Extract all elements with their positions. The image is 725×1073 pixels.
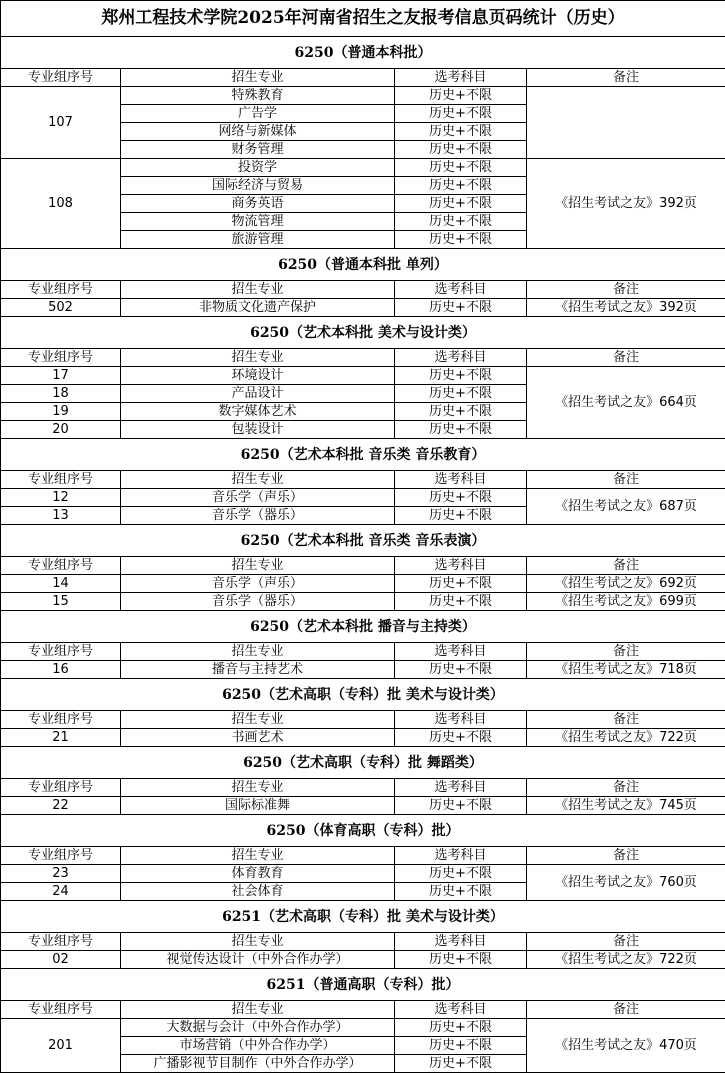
header-note: 备注: [527, 281, 725, 299]
header-note: 备注: [527, 779, 725, 797]
section-title: 6250（体育高职（专科）批）: [1, 815, 725, 847]
header-subject: 选考科目: [395, 643, 527, 661]
title-row: [1, 1, 725, 37]
subject-value: 历史+不限: [395, 883, 527, 901]
page-title: 郑州工程技术学院2025年河南省招生之友报考信息页码统计（历史）: [1, 1, 725, 37]
header-subject: 选考科目: [395, 349, 527, 367]
major-name: 非物质文化遗产保护: [121, 299, 395, 317]
page-note: [527, 87, 725, 159]
header-note: 备注: [527, 847, 725, 865]
header-major: 招生专业: [121, 471, 395, 489]
section-title-row: [1, 317, 725, 349]
subject-value: 历史+不限: [395, 195, 527, 213]
header-subject: 选考科目: [395, 471, 527, 489]
header-group: 专业组序号: [1, 643, 121, 661]
major-name: 财务管理: [121, 141, 395, 159]
header-row: [1, 69, 725, 87]
page-note: 《招生考试之友》692页: [527, 575, 725, 593]
subject-value: 历史+不限: [395, 141, 527, 159]
header-subject: 选考科目: [395, 1001, 527, 1019]
section-title: 6250（艺术本科批 播音与主持类）: [1, 611, 725, 643]
header-row: [1, 349, 725, 367]
section-title: 6251（艺术高职（专科）批 美术与设计类）: [1, 901, 725, 933]
header-subject: 选考科目: [395, 281, 527, 299]
subject-value: 历史+不限: [395, 213, 527, 231]
table-row: [1, 661, 725, 679]
major-name: 音乐学（声乐）: [121, 575, 395, 593]
group-code: 13: [1, 507, 121, 525]
header-major: 招生专业: [121, 847, 395, 865]
header-major: 招生专业: [121, 933, 395, 951]
section-title: 6250（艺术本科批 音乐类 音乐教育）: [1, 439, 725, 471]
group-code: 502: [1, 299, 121, 317]
major-name: 音乐学（器乐）: [121, 593, 395, 611]
page-note: 《招生考试之友》470页: [527, 1019, 725, 1073]
table-row: [1, 489, 725, 507]
section-title: 6251（普通高职（专科）批）: [1, 969, 725, 1001]
section-title: 6250（艺术本科批 音乐类 音乐表演）: [1, 525, 725, 557]
header-row: [1, 471, 725, 489]
table-row: [1, 87, 725, 105]
section-title: 6250（普通本科批 单列）: [1, 249, 725, 281]
page-note: 《招生考试之友》392页: [527, 299, 725, 317]
group-code: 23: [1, 865, 121, 883]
subject-value: 历史+不限: [395, 1019, 527, 1037]
header-major: 招生专业: [121, 281, 395, 299]
major-name: 体育教育: [121, 865, 395, 883]
group-code: 14: [1, 575, 121, 593]
header-note: 备注: [527, 711, 725, 729]
section-title-row: [1, 611, 725, 643]
major-name: 产品设计: [121, 385, 395, 403]
table-row: [1, 865, 725, 883]
group-code: 107: [1, 87, 121, 159]
header-subject: 选考科目: [395, 557, 527, 575]
table-row: [1, 729, 725, 747]
group-code: 108: [1, 159, 121, 249]
header-major: 招生专业: [121, 1001, 395, 1019]
major-name: 音乐学（声乐）: [121, 489, 395, 507]
group-code: 22: [1, 797, 121, 815]
header-row: [1, 643, 725, 661]
major-name: 数字媒体艺术: [121, 403, 395, 421]
subject-value: 历史+不限: [395, 367, 527, 385]
header-major: 招生专业: [121, 557, 395, 575]
header-subject: 选考科目: [395, 933, 527, 951]
header-group: 专业组序号: [1, 69, 121, 87]
section-title-row: [1, 525, 725, 557]
major-name: 视觉传达设计（中外合作办学）: [121, 951, 395, 969]
header-note: 备注: [527, 557, 725, 575]
header-group: 专业组序号: [1, 557, 121, 575]
subject-value: 历史+不限: [395, 865, 527, 883]
major-name: 国际经济与贸易: [121, 177, 395, 195]
group-code: 15: [1, 593, 121, 611]
header-row: [1, 711, 725, 729]
section-title-row: [1, 969, 725, 1001]
subject-value: 历史+不限: [395, 1055, 527, 1073]
header-group: 专业组序号: [1, 281, 121, 299]
page-note: 《招生考试之友》722页: [527, 729, 725, 747]
table-row: [1, 159, 725, 177]
subject-value: 历史+不限: [395, 123, 527, 141]
subject-value: 历史+不限: [395, 159, 527, 177]
major-name: 环境设计: [121, 367, 395, 385]
header-group: 专业组序号: [1, 847, 121, 865]
section-title: 6250（艺术高职（专科）批 美术与设计类）: [1, 679, 725, 711]
table-row: [1, 797, 725, 815]
major-name: 国际标准舞: [121, 797, 395, 815]
section-title-row: [1, 679, 725, 711]
subject-value: 历史+不限: [395, 1037, 527, 1055]
header-subject: 选考科目: [395, 711, 527, 729]
table-row: [1, 951, 725, 969]
section-title-row: [1, 439, 725, 471]
major-name: 大数据与会计（中外合作办学）: [121, 1019, 395, 1037]
subject-value: 历史+不限: [395, 421, 527, 439]
group-code: 21: [1, 729, 121, 747]
major-name: 广告学: [121, 105, 395, 123]
header-subject: 选考科目: [395, 779, 527, 797]
header-row: [1, 1001, 725, 1019]
header-row: [1, 933, 725, 951]
table-row: [1, 367, 725, 385]
header-subject: 选考科目: [395, 847, 527, 865]
header-note: 备注: [527, 349, 725, 367]
major-name: 网络与新媒体: [121, 123, 395, 141]
major-name: 音乐学（器乐）: [121, 507, 395, 525]
header-group: 专业组序号: [1, 711, 121, 729]
header-row: [1, 779, 725, 797]
section-title: 6250（普通本科批）: [1, 37, 725, 69]
header-row: [1, 281, 725, 299]
major-name: 书画艺术: [121, 729, 395, 747]
page-note: 《招生考试之友》699页: [527, 593, 725, 611]
header-major: 招生专业: [121, 779, 395, 797]
table-row: [1, 593, 725, 611]
subject-value: 历史+不限: [395, 661, 527, 679]
header-group: 专业组序号: [1, 1001, 121, 1019]
section-title-row: [1, 37, 725, 69]
header-note: 备注: [527, 69, 725, 87]
subject-value: 历史+不限: [395, 797, 527, 815]
page-note: 《招生考试之友》760页: [527, 865, 725, 901]
subject-value: 历史+不限: [395, 489, 527, 507]
group-code: 24: [1, 883, 121, 901]
subject-value: 历史+不限: [395, 403, 527, 421]
subject-value: 历史+不限: [395, 177, 527, 195]
section-title: 6250（艺术高职（专科）批 舞蹈类）: [1, 747, 725, 779]
group-code: 17: [1, 367, 121, 385]
group-code: 02: [1, 951, 121, 969]
header-major: 招生专业: [121, 69, 395, 87]
page-note: 《招生考试之友》722页: [527, 951, 725, 969]
header-row: [1, 557, 725, 575]
header-note: 备注: [527, 471, 725, 489]
major-name: 社会体育: [121, 883, 395, 901]
subject-value: 历史+不限: [395, 593, 527, 611]
header-major: 招生专业: [121, 643, 395, 661]
header-note: 备注: [527, 933, 725, 951]
page-note: 《招生考试之友》745页: [527, 797, 725, 815]
major-name: 商务英语: [121, 195, 395, 213]
header-row: [1, 847, 725, 865]
section-title-row: [1, 249, 725, 281]
table-row: [1, 575, 725, 593]
subject-value: 历史+不限: [395, 575, 527, 593]
subject-value: 历史+不限: [395, 231, 527, 249]
header-note: 备注: [527, 643, 725, 661]
group-code: 19: [1, 403, 121, 421]
major-name: 旅游管理: [121, 231, 395, 249]
page-note: 《招生考试之友》392页: [527, 159, 725, 249]
group-code: 16: [1, 661, 121, 679]
subject-value: 历史+不限: [395, 299, 527, 317]
major-name: 物流管理: [121, 213, 395, 231]
major-name: 特殊教育: [121, 87, 395, 105]
header-group: 专业组序号: [1, 933, 121, 951]
header-group: 专业组序号: [1, 349, 121, 367]
group-code: 201: [1, 1019, 121, 1073]
section-title-row: [1, 747, 725, 779]
section-title-row: [1, 901, 725, 933]
major-name: 包装设计: [121, 421, 395, 439]
section-title: 6250（艺术本科批 美术与设计类）: [1, 317, 725, 349]
header-group: 专业组序号: [1, 471, 121, 489]
major-name: 播音与主持艺术: [121, 661, 395, 679]
table-row: [1, 299, 725, 317]
group-code: 18: [1, 385, 121, 403]
header-subject: 选考科目: [395, 69, 527, 87]
subject-value: 历史+不限: [395, 507, 527, 525]
major-name: 市场营销（中外合作办学）: [121, 1037, 395, 1055]
page-note: 《招生考试之友》718页: [527, 661, 725, 679]
subject-value: 历史+不限: [395, 87, 527, 105]
page-note: 《招生考试之友》687页: [527, 489, 725, 525]
header-note: 备注: [527, 1001, 725, 1019]
section-title-row: [1, 815, 725, 847]
header-group: 专业组序号: [1, 779, 121, 797]
page-note: 《招生考试之友》664页: [527, 367, 725, 439]
subject-value: 历史+不限: [395, 385, 527, 403]
major-name: 广播影视节目制作（中外合作办学）: [121, 1055, 395, 1073]
major-name: 投资学: [121, 159, 395, 177]
group-code: 20: [1, 421, 121, 439]
subject-value: 历史+不限: [395, 951, 527, 969]
header-major: 招生专业: [121, 711, 395, 729]
subject-value: 历史+不限: [395, 729, 527, 747]
table-row: [1, 1019, 725, 1037]
header-major: 招生专业: [121, 349, 395, 367]
group-code: 12: [1, 489, 121, 507]
subject-value: 历史+不限: [395, 105, 527, 123]
